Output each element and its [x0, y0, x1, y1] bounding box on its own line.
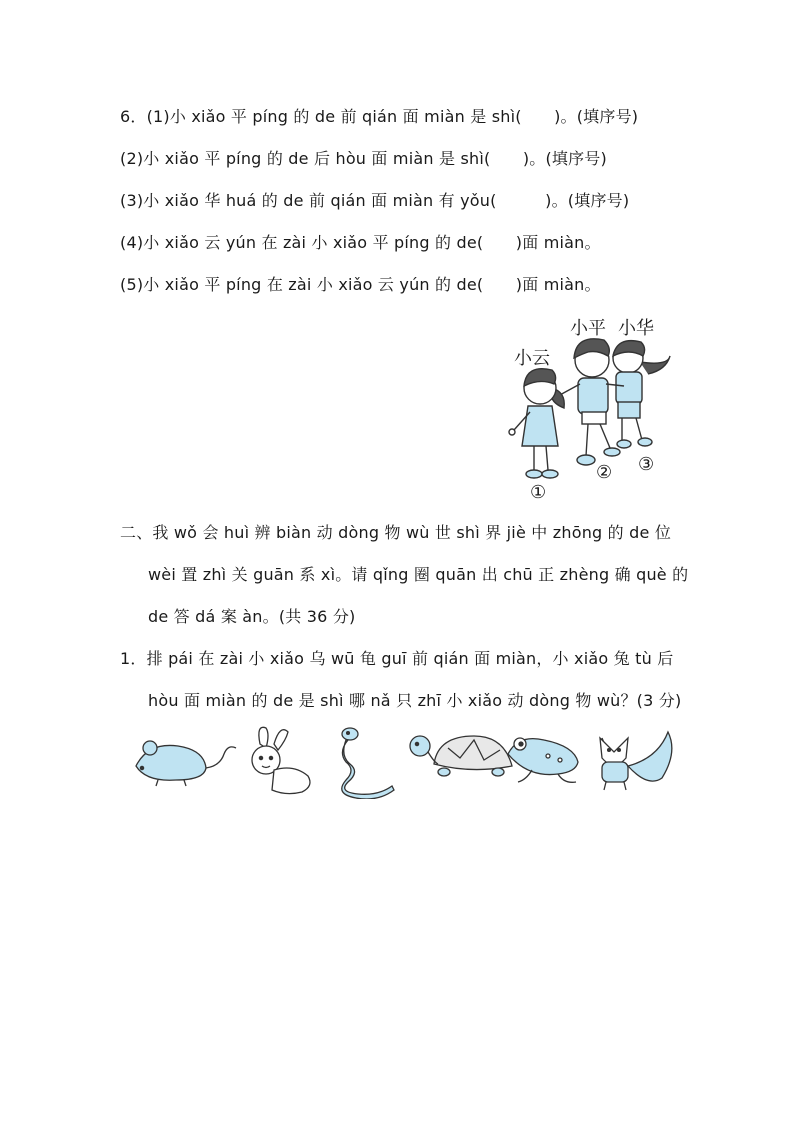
number-circle-3: ③ [638, 454, 655, 475]
label-xiaoping: 小平 [570, 318, 606, 339]
mouse-icon[interactable] [136, 741, 236, 786]
snake-icon[interactable] [342, 728, 394, 799]
children-drawing [500, 310, 680, 510]
children-illustration [500, 310, 680, 510]
q6-line-4: (4)小 xiǎo 云 yún 在 zài 小 xiǎo 平 píng 的 de( )面 miàn。 [120, 233, 601, 252]
child-xiaoyun [509, 369, 564, 478]
child-xiaohua [613, 341, 670, 448]
animals-row [128, 724, 673, 799]
section2-line-3: de 答 dá 案 àn。(共 36 分) [148, 607, 356, 626]
rabbit-icon[interactable] [252, 727, 310, 793]
q1-line-2: hòu 面 miàn 的 de 是 shì 哪 nǎ 只 zhī 小 xiǎo 动 dòng 物 wù？(3 分) [148, 691, 682, 710]
q6-line-2: (2)小 xiǎo 平 píng 的 de 后 hòu 面 miàn 是 shì( )。(填序号) [120, 149, 607, 168]
label-xiaohua: 小华 [618, 318, 654, 339]
q6-line-1: 6．(1)小 xiǎo 平 píng 的 de 前 qián 面 miàn 是 shì( )。(填序号) [120, 107, 639, 126]
label-xiaoyun: 小云 [514, 348, 550, 369]
q6-line-3: (3)小 xiǎo 华 huá 的 de 前 qián 面 miàn 有 yǒu( )。(填序号) [120, 191, 630, 210]
q6-line-5: (5)小 xiǎo 平 píng 在 zài 小 xiǎo 云 yún 的 de( )面 miàn。 [120, 275, 601, 294]
section2-line-2: wèi 置 zhì 关 guān 系 xì。请 qǐng 圈 quān 出 chū 正 zhèng 确 què 的 [148, 565, 689, 584]
q1-line-1: 1．排 pái 在 zài 小 xiǎo 乌 wū 龟 guī 前 qián 面 miàn，小 xiǎo 兔 tù 后 [120, 649, 674, 668]
fox-icon[interactable] [600, 732, 672, 790]
turtle-icon[interactable] [410, 736, 512, 776]
frog-icon[interactable] [508, 738, 578, 782]
section2-line-1: 二、我 wǒ 会 huì 辨 biàn 动 dòng 物 wù 世 shì 界 jiè 中 zhōng 的 de 位 [120, 523, 672, 542]
number-circle-2: ② [596, 462, 613, 483]
number-circle-1: ① [530, 482, 547, 503]
